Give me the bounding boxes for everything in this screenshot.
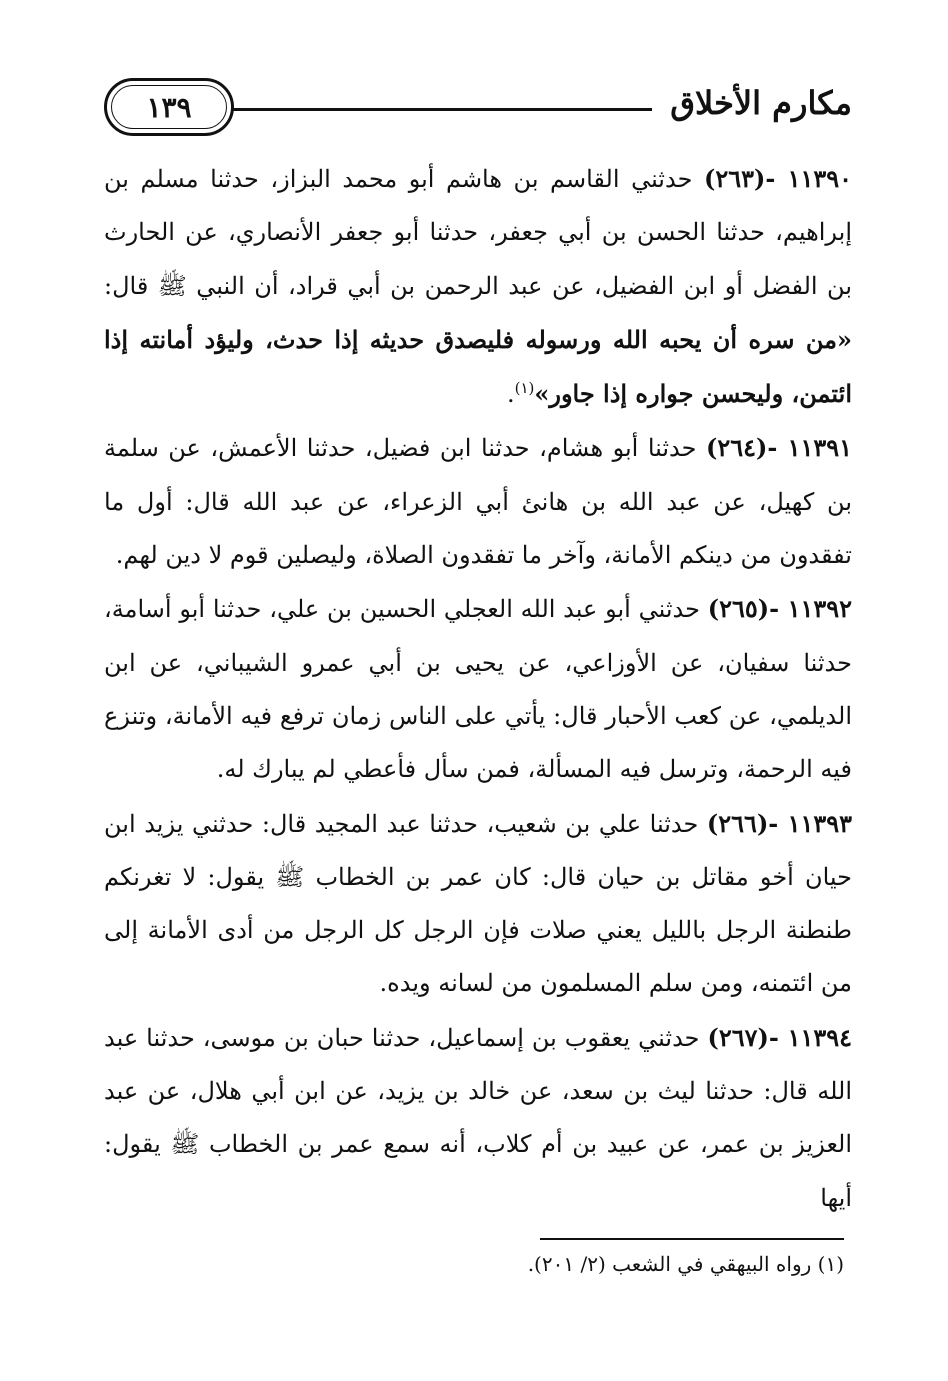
hadith-number: ١١٣٩٤ -(٢٦٧) (707, 1022, 853, 1052)
hadith-1393 (104, 797, 852, 1011)
hadith-1391 (104, 421, 852, 582)
hadith-text: حدثنا علي بن شعيب، حدثنا عبد المجيد قال: حدثني يزيد ابن حيان أخو مقاتل بن حيان قال: كان عمر بن الخطاب ﷺ يقول: لا تغرنكم طنطنة الرجل بالليل يعني صلات فإن الرجل كل الرجل من أدى الأمانة إلى من ائتمنه، ومن سلم المسلمون من لسانه ويده. (104, 809, 852, 998)
hadith-1394 (104, 1011, 852, 1225)
page-number-badge (104, 78, 234, 136)
hadith-text: حدثني أبو عبد الله العجلي الحسين بن علي، حدثنا أبو أسامة، حدثنا سفيان، عن الأوزاعي، عن يحيى بن أبي عمرو الشيباني، عن ابن الديلمي، عن كعب الأحبار قال: يأتي على الناس زمان ترفع فيه الأمانة، وتنزع فيه الرحمة، وترسل فيه المسألة، فمن سأل فأعطي لم يبارك له. (104, 595, 852, 784)
book-title: مكارم الأخلاق (670, 84, 852, 122)
footnote-divider (540, 1238, 844, 1240)
hadith-number: ١١٣٩١ -(٢٦٤) (705, 433, 853, 463)
main-text (104, 152, 852, 1225)
hadith-quote: «من سره أن يحبه الله ورسوله فليصدق حديثه إذا حدث، وليؤد أمانته إذا ائتمن، وليحسن جواره إذا جاور» (104, 324, 852, 409)
hadith-number: ١١٣٩٣ -(٢٦٦) (706, 808, 853, 838)
hadith-text: حدثني القاسم بن هاشم أبو محمد البزاز، حدثنا مسلم بن إبراهيم، حدثنا الحسن بن أبي جعفر، حدثنا أبو جعفر الأنصاري، عن الحارث بن الفضل أو ابن الفضيل، عن عبد الرحمن بن أبي قراد، أن النبي ﷺ قال: (104, 165, 852, 300)
hadith-number: ١١٣٩٠ -(٢٦٣) (703, 164, 853, 193)
hadith-1390 (104, 152, 852, 421)
hadith-text: حدثنا أبو هشام، حدثنا ابن فضيل، حدثنا الأعمش، عن سلمة بن كهيل، عن عبد الله بن هانئ أبي الزعراء، عن عبد الله قال: أول ما تفقدون من دينكم الأمانة، وآخر ما تفقدون الصلاة، وليصلين قوم لا دين لهم. (104, 434, 852, 570)
page-header (104, 78, 852, 144)
footnote-ref[interactable]: (١) (514, 379, 535, 398)
hadith-1392 (104, 582, 852, 796)
page-number: ١٣٩ (146, 90, 192, 124)
hadith-number: ١١٣٩٢ -(٢٦٥) (707, 594, 853, 624)
hadith-end: . (506, 380, 515, 409)
footnote-1: (١) رواه البيهقي في الشعب (٢/ ٢٠١). (527, 1252, 844, 1276)
hadith-text: حدثني يعقوب بن إسماعيل، حدثنا حبان بن موسى، حدثنا عبد الله قال: حدثنا ليث بن سعد، عن خالد بن يزيد، عن ابن أبي هلال، عن عبد العزيز بن عمر، عن عبيد بن أم كلاب، أنه سمع عمر بن الخطاب ﷺ يقول: أيها (104, 1023, 852, 1212)
header-rule (232, 108, 652, 111)
